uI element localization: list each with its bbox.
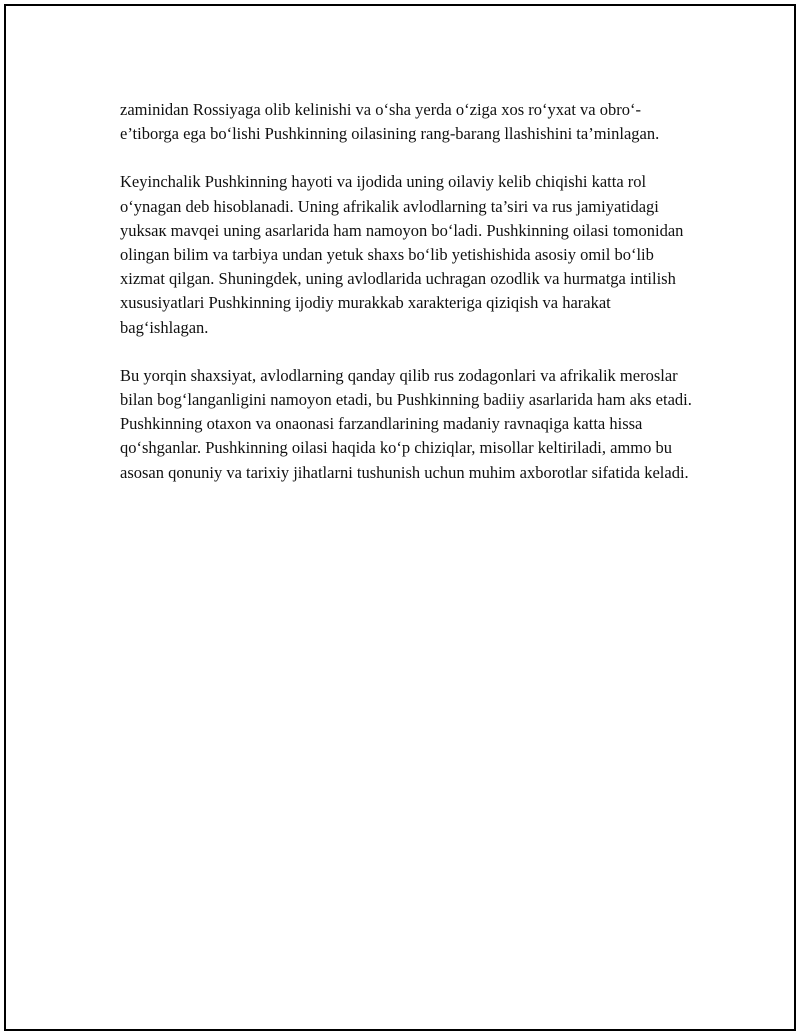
paragraph: Bu yorqin shaxsiyat, avlodlarning qanday qilib rus zodagonlari va afrikalik meroslar bilan bog‘langanligini namoyon etadi, bu Pushkinning badiiy asarlarida ham aks etadi. Pushkinning otaxon va onaonasi farzandlarining madaniy ravnaqiga katta hissa qo‘shganlar. Pushkinning oilasi haqida ko‘p chiziqlar, misollar keltiriladi, ammo bu asosan qonuniy va tarixiy jihatlarni tushunish uchun muhim axborotlar sifatida keladi. [120, 365, 692, 482]
paragraph: Keyinchalik Pushkinning hayoti va ijodida uning oilaviy kelib chiqishi katta rol o‘ynagan deb hisoblanadi. Uning afrikalik avlodlarning ta’siri va rus jamiyatidagi yuksак mavqei uning asarlarida ham namoyon bo‘ladi. Pushkinning oilasi tomonidan olingan bilim va tarbiya undan yetuk shaxs bo‘lib yetishishida asosiy omil bo‘lib xizmat qilgan. Shuningdek, uning avlodlarida uchragan ozodlik va hurmatga intilish xususiyatlari Pushkinning ijodiy murakkab xarakteriga qiziqish va harakat bag‘ishlagan. [120, 172, 684, 337]
page-content [120, 98, 692, 509]
page-frame [4, 4, 796, 1031]
paragraph: zaminidan Rossiyaga olib kelinishi va o‘sha yerda o‘ziga xos ro‘yxat va obro‘-e’tiborga ega bo‘lishi Pushkinning oilasining rang-barang llashishini ta’minlagan. [120, 100, 660, 144]
